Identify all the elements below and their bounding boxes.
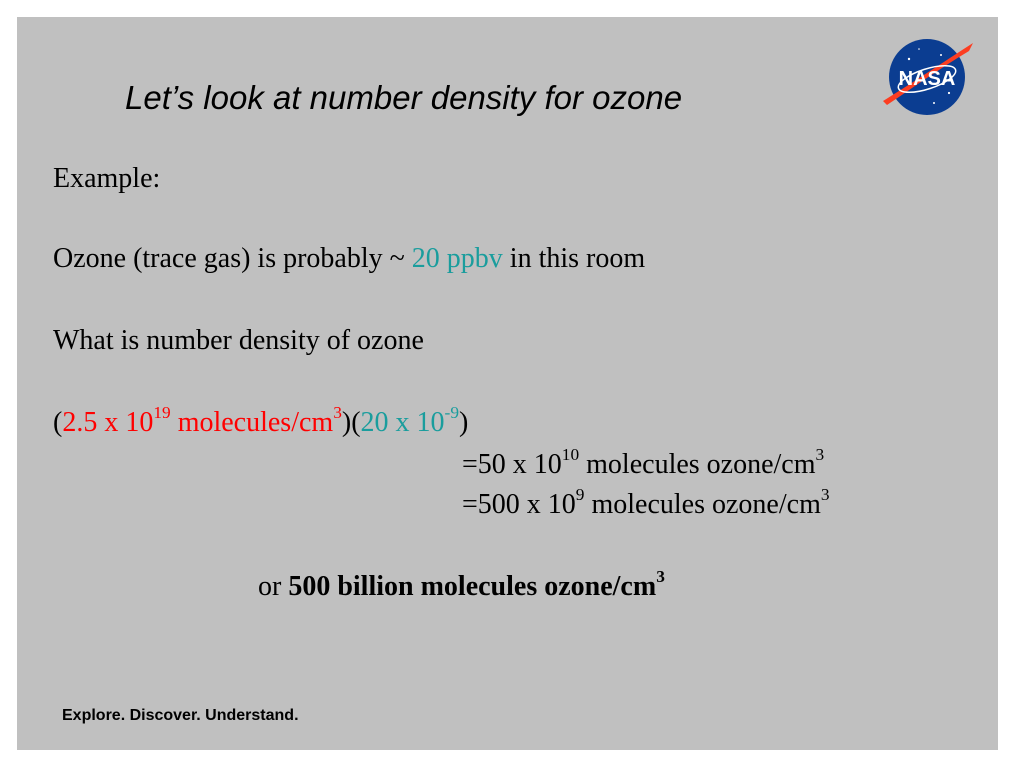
slide <box>17 17 998 750</box>
result-line-1: =50 x $10^{10}$ molecules ozone/$cm^3$ <box>462 444 825 480</box>
conclusion-value: 500 billion molecules ozone/$cm^3$ <box>288 566 665 602</box>
question-line: What is number density of ozone <box>53 325 424 356</box>
eq-open: ( <box>53 407 63 438</box>
nasa-logo-text: NASA <box>898 68 956 90</box>
footer-tagline: Explore. Discover. Understand. <box>62 707 299 724</box>
conclusion-prefix: or <box>258 571 289 602</box>
ozone-prefix: Ozone (trace gas) is probably ~ <box>53 243 412 274</box>
air-density: 2.5 x $10^{19}$ molecules/$cm^3$ <box>62 402 342 438</box>
nasa-meatball-icon <box>879 35 975 119</box>
result-line-2: =500 x $10^9$ molecules ozone/$cm^3$ <box>462 484 830 520</box>
ozone-mixing-ratio: 20 ppbv <box>411 243 503 274</box>
example-label: Example: <box>53 163 161 194</box>
eq-close: ) <box>459 407 469 438</box>
slide-title: Let’s look at number density for ozone <box>125 79 683 116</box>
conclusion-line <box>258 566 665 603</box>
mixing-ratio: 20 x $10^{-9}$ <box>360 402 460 438</box>
ozone-suffix: in this room <box>502 243 646 274</box>
equation-line <box>53 402 469 439</box>
ozone-statement <box>53 243 645 275</box>
eq-mid: )( <box>341 407 361 438</box>
